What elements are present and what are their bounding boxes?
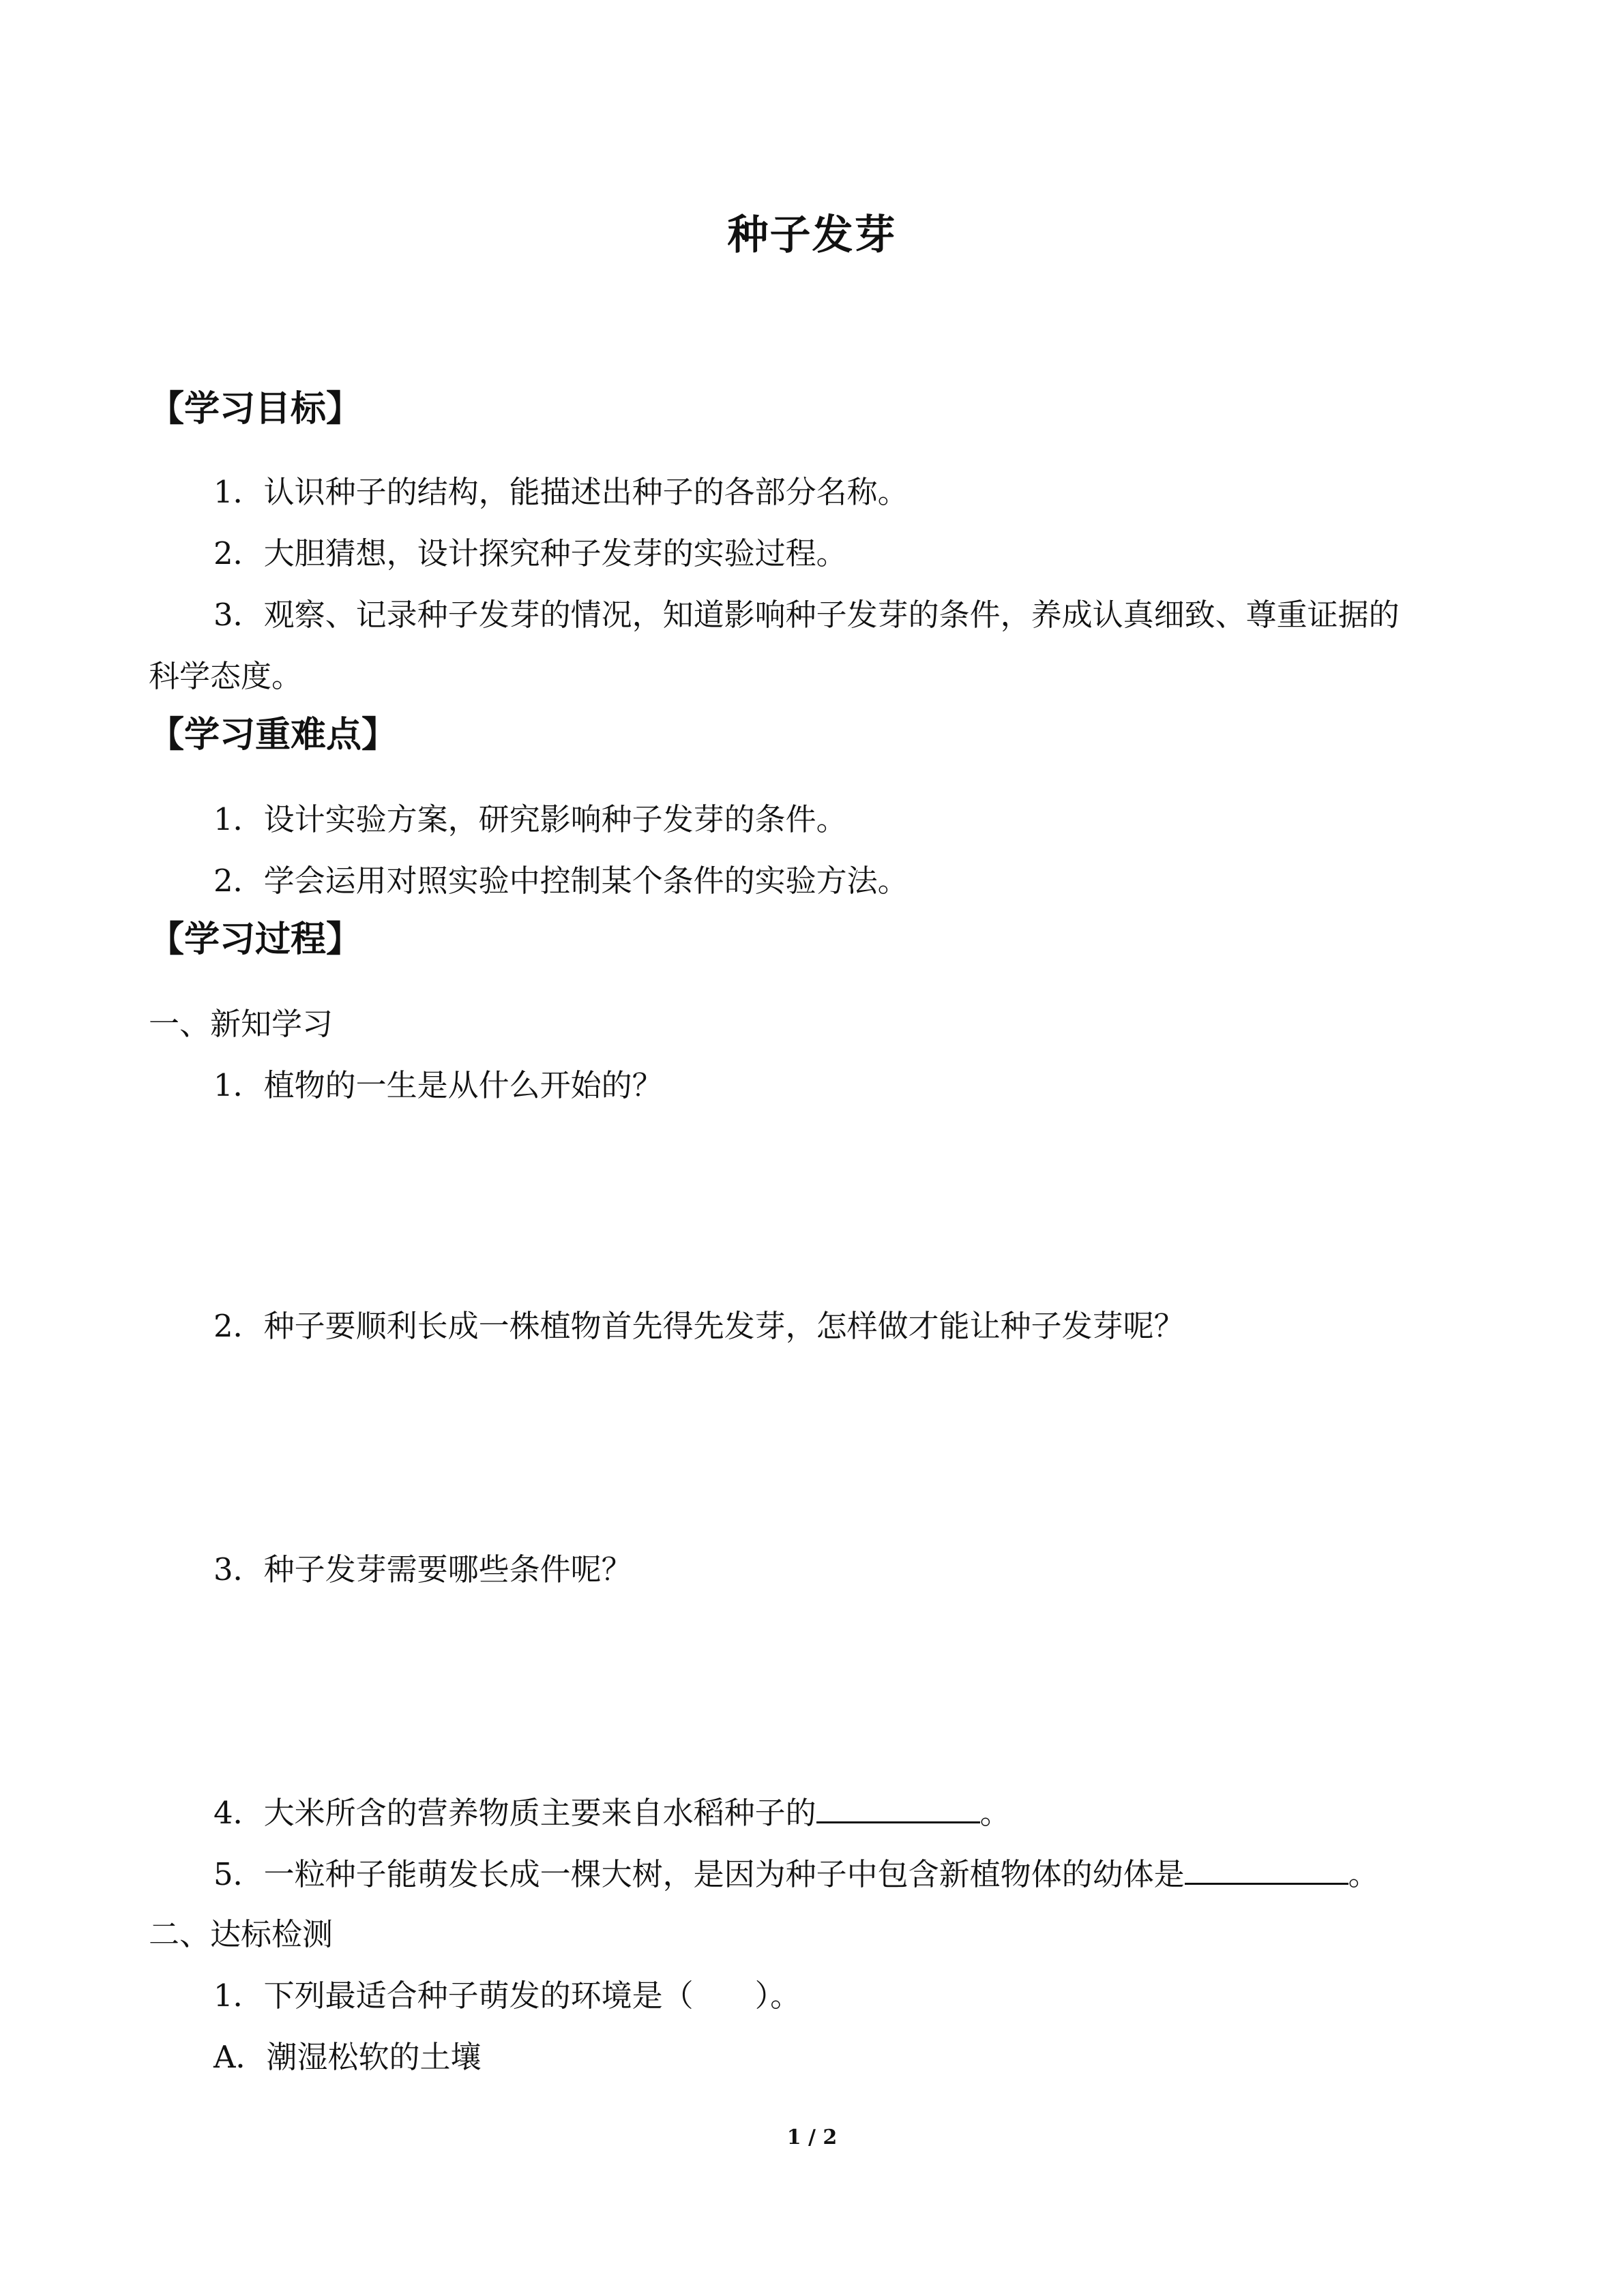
test-question-1 xyxy=(213,1976,801,2016)
question-4-end: 。 xyxy=(979,1795,1011,1831)
objective-3-continued: 科学态度。 xyxy=(149,658,303,694)
page-title: 种子发芽 xyxy=(727,211,897,259)
question-5-blank[interactable] xyxy=(1185,1853,1348,1885)
test-question-1-option-a: A．潮湿松软的土壤 xyxy=(213,2039,482,2075)
question-4-blank[interactable] xyxy=(816,1791,980,1823)
test-question-1-text: 1．下列最适合种子萌发的环境是（ xyxy=(213,1978,694,2014)
part2-title: 二、达标检测 xyxy=(149,1916,334,1952)
key-point-2: 2．学会运用对照实验中控制某个条件的实验方法。 xyxy=(213,863,909,899)
key-point-1: 1．设计实验方案，研究影响种子发芽的条件。 xyxy=(213,801,847,837)
question-2: 2．种子要顺利长成一株植物首先得先发芽，怎样做才能让种子发芽呢？ xyxy=(213,1308,1185,1344)
question-4-text: 4．大米所含的营养物质主要来自水稻种子的 xyxy=(213,1795,816,1831)
heading-process: 【学习过程】 xyxy=(149,919,362,960)
heading-key-points: 【学习重难点】 xyxy=(149,715,398,756)
question-3: 3．种子发芽需要哪些条件呢？ xyxy=(213,1551,632,1587)
objective-1: 1．认识种子的结构，能描述出种子的各部分名称。 xyxy=(213,474,909,510)
objective-2: 2．大胆猜想，设计探究种子发芽的实验过程。 xyxy=(213,535,847,571)
question-4 xyxy=(213,1791,1011,1834)
question-5 xyxy=(213,1853,1379,1895)
heading-objectives: 【学习目标】 xyxy=(149,389,362,430)
question-1: 1．植物的一生是从什么开始的？ xyxy=(213,1067,663,1103)
question-5-text: 5．一粒种子能萌发长成一棵大树，是因为种子中包含新植物体的幼体是 xyxy=(213,1856,1185,1892)
part1-title: 一、新知学习 xyxy=(149,1006,334,1042)
question-5-end: 。 xyxy=(1348,1856,1379,1892)
page-number: 1 / 2 xyxy=(786,2126,838,2149)
test-question-1-end: ）。 xyxy=(754,1978,801,2014)
objective-3: 3．观察、记录种子发芽的情况，知道影响种子发芽的条件，养成认真细致、尊重证据的 xyxy=(213,597,1400,633)
